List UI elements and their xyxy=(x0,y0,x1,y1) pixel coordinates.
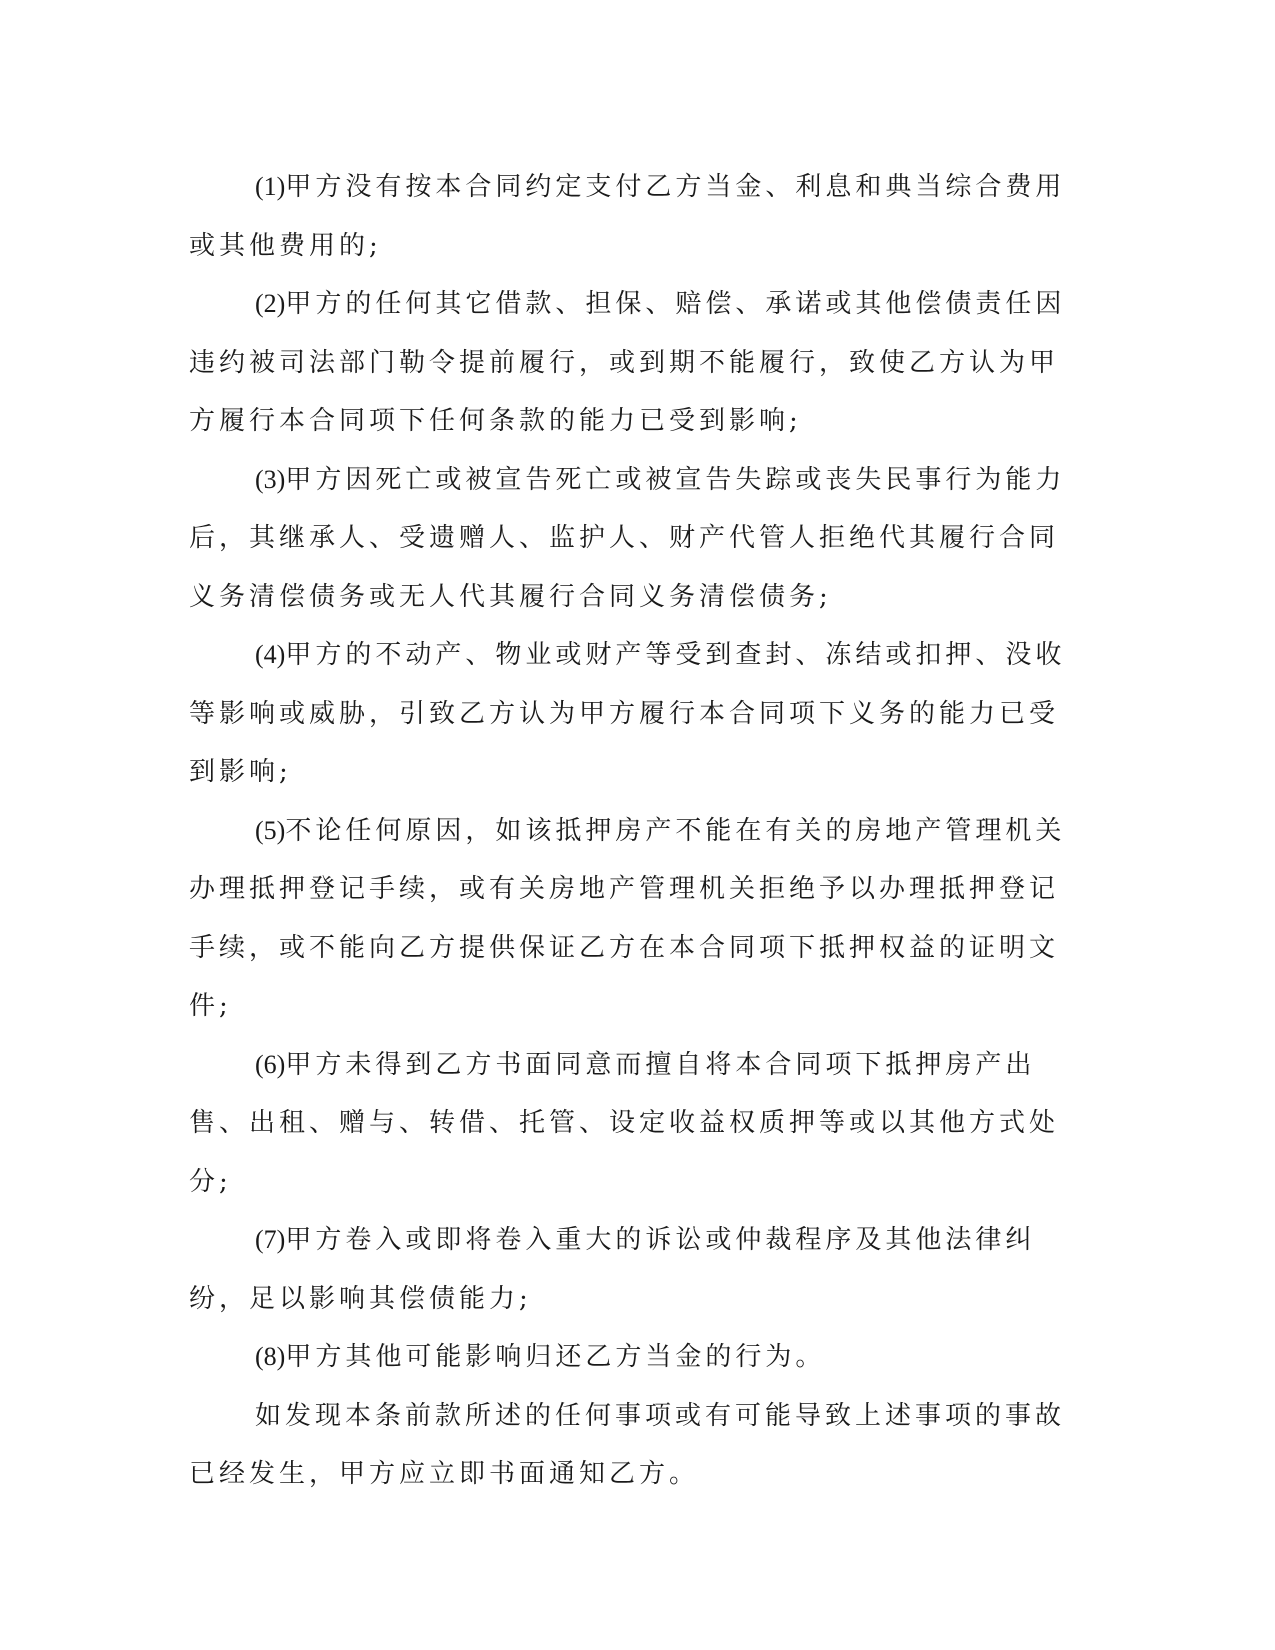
clause-number: (2) xyxy=(255,289,286,318)
clause-paragraph-8 xyxy=(189,1328,1084,1387)
clause-number: (7) xyxy=(255,1225,286,1254)
clause-text: 甲方因死亡或被宣告死亡或被宣告失踪或丧失民事行为能力后，其继承人、受遗赠人、监护人、财产代管人拒绝代其履行合同义务清偿债务或无人代其履行合同义务清偿债务; xyxy=(189,464,1066,612)
clause-paragraph-2 xyxy=(189,275,1084,451)
clause-paragraph-1 xyxy=(189,158,1084,275)
clause-text: 甲方的任何其它借款、担保、赔偿、承诺或其他偿债责任因违约被司法部门勒令提前履行，或到期不能履行，致使乙方认为甲方履行本合同项下任何条款的能力已受到影响; xyxy=(189,289,1066,436)
document-body xyxy=(189,158,1084,1504)
clause-paragraph-3 xyxy=(189,451,1084,627)
clause-paragraph-5 xyxy=(189,802,1084,1036)
clause-number: (6) xyxy=(255,1049,286,1079)
clause-number: (5) xyxy=(255,815,286,845)
clause-number: (3) xyxy=(255,464,286,494)
clause-text: 甲方其他可能影响归还乙方当金的行为。 xyxy=(285,1342,826,1372)
clause-text: 不论任何原因，如该抵押房产不能在有关的房地产管理机关办理抵押登记手续，或有关房地产管理机关拒绝予以办理抵押登记手续，或不能向乙方提供保证乙方在本合同项下抵押权益的证明文件; xyxy=(189,815,1066,1021)
clause-number: (4) xyxy=(255,640,286,669)
clause-paragraph-6 xyxy=(189,1036,1084,1212)
clause-text: 如发现本条前款所述的任何事项或有可能导致上述事项的事故已经发生，甲方应立即书面通知乙方。 xyxy=(189,1400,1066,1489)
clause-paragraph-4 xyxy=(189,626,1084,802)
clause-text: 甲方没有按本合同约定支付乙方当金、利息和典当综合费用或其他费用的; xyxy=(189,172,1066,261)
clause-text: 甲方未得到乙方书面同意而擅自将本合同项下抵押房产出售、出租、赠与、转借、托管、设定收益权质押等或以其他方式处分; xyxy=(189,1049,1060,1197)
clause-paragraph-7 xyxy=(189,1211,1084,1328)
clause-text: 甲方卷入或即将卷入重大的诉讼或仲裁程序及其他法律纠纷，足以影响其偿债能力; xyxy=(189,1225,1036,1314)
clause-text: 甲方的不动产、物业或财产等受到查封、冻结或扣押、没收等影响或威胁，引致乙方认为甲方履行本合同项下义务的能力已受到影响; xyxy=(189,640,1066,787)
clause-number: (8) xyxy=(255,1342,286,1371)
clause-number: (1) xyxy=(255,172,286,201)
notice-paragraph xyxy=(189,1387,1084,1504)
